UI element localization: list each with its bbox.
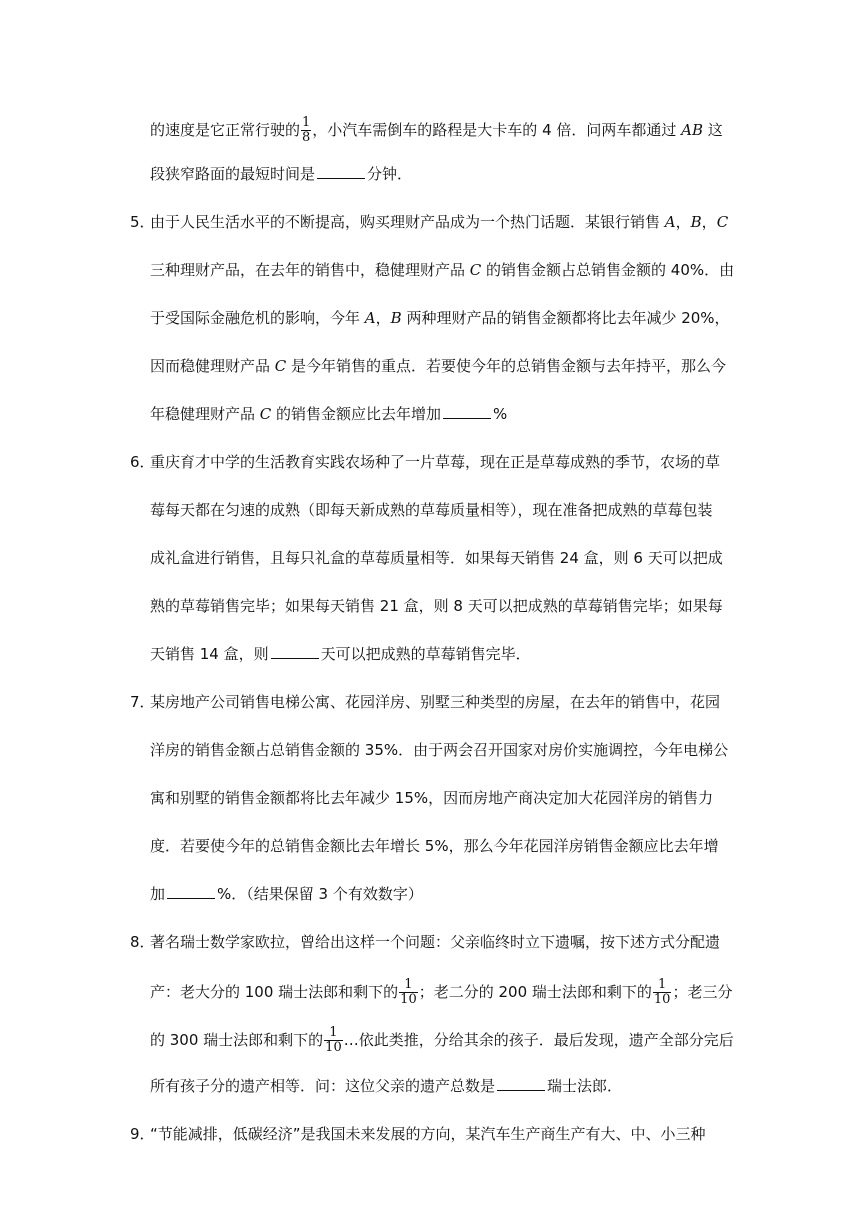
q8-line-3 xyxy=(150,1026,734,1055)
q5-line-5 xyxy=(150,404,507,424)
fraction-denominator: 10 xyxy=(325,1040,342,1055)
q7-line-1: 某房地产公司销售电梯公寓、花园洋房、别墅三种类型的房屋，在去年的销售中，花园 xyxy=(150,693,721,711)
variable-a: A xyxy=(364,309,376,327)
q5-text: 因而稳健理财产品 xyxy=(150,357,275,375)
q7-line-3: 寓和别墅的销售金额都将比去年减少 15%，因而房地产商决定加大花园洋房的销售力 xyxy=(150,789,714,807)
variable-ab: AB xyxy=(681,121,704,139)
fraction-numerator: 1 xyxy=(324,1026,343,1041)
variable-c: C xyxy=(469,261,482,279)
q6-text: 天销售 14 盒，则 xyxy=(150,645,269,663)
variable-c: C xyxy=(259,405,272,423)
question-number-8: 8． xyxy=(130,933,155,951)
q8-line-1: 著名瑞士数学家欧拉，曾给出这样一个问题：父亲临终时立下遗嘱，按下述方式分配遗 xyxy=(150,933,721,951)
q8-text: 的 300 瑞士法郎和剩下的 xyxy=(150,1031,324,1049)
q4-text: ，小汽车需倒车的路程是大卡车的 4 倍．问两车都通过 xyxy=(312,121,682,139)
q5-text: % xyxy=(493,405,508,423)
q4-text: 这 xyxy=(703,121,723,139)
q5-text: 是今年销售的重点．若要使今年的总销售金额与去年持平，那么今 xyxy=(286,357,727,375)
q7-line-2: 洋房的销售金额占总销售金额的 35%．由于两会召开国家对房价实施调控，今年电梯公 xyxy=(150,741,729,759)
fraction-numerator: 1 xyxy=(302,115,311,130)
q8-text: ；老二分的 200 瑞士法郎和剩下的 xyxy=(418,983,652,1001)
q5-text: 的销售金额占总销售金额的 40%．由 xyxy=(481,261,735,279)
fraction-one-tenth xyxy=(399,978,418,1007)
q6-line-1: 重庆育才中学的生活教育实践农场种了一片草莓，现在正是草莓成熟的季节，农场的草 xyxy=(150,453,721,471)
q9-line-1: “节能减排，低碳经济”是我国未来发展的方向，某汽车生产商生产有大、中、小三种 xyxy=(150,1125,706,1143)
variable-c: C xyxy=(274,357,287,375)
fraction-denominator: 8 xyxy=(302,130,311,145)
variable-b: B xyxy=(690,213,702,231)
q5-line-4 xyxy=(150,356,726,376)
q7-line-4: 度．若要使今年的总销售金额比去年增长 5%，那么今年花园洋房销售金额应比去年增 xyxy=(150,837,719,855)
fraction-denominator: 10 xyxy=(653,992,671,1007)
variable-c: C xyxy=(716,213,729,231)
q5-line-1 xyxy=(150,212,728,232)
fraction-one-eighth xyxy=(301,116,311,145)
q8-text: …依此类推，分给其余的孩子．最后发现，遗产全部分完后 xyxy=(343,1031,734,1049)
q7-text: %．（结果保留 3 个有效数字） xyxy=(217,885,423,903)
q5-line-2 xyxy=(150,260,734,280)
q5-text: 年稳健理财产品 xyxy=(150,405,260,423)
q5-line-3 xyxy=(150,308,730,328)
q4-text: 的速度是它正常行驶的 xyxy=(150,121,301,139)
q4-text: 分钟． xyxy=(367,165,413,183)
question-number-5: 5． xyxy=(130,213,155,231)
fraction-denominator: 10 xyxy=(400,992,417,1007)
answer-blank xyxy=(317,177,365,179)
q8-line-2 xyxy=(150,978,732,1007)
question-number-9: 9． xyxy=(130,1125,155,1143)
answer-blank xyxy=(497,1089,545,1091)
q7-text: 加 xyxy=(150,885,166,903)
variable-b: B xyxy=(390,309,402,327)
q5-text: 两种理财产品的销售金额都将比去年减少 20%， xyxy=(401,309,730,327)
answer-blank xyxy=(443,417,491,419)
q5-text: 于受国际金融危机的影响，今年 xyxy=(150,309,365,327)
variable-a: A xyxy=(664,213,676,231)
q5-text: 三种理财产品，在去年的销售中，稳健理财产品 xyxy=(150,261,470,279)
q6-text: 天可以把成熟的草莓销售完毕． xyxy=(320,645,531,663)
question-number-6: 6． xyxy=(130,453,155,471)
q6-line-3: 成礼盒进行销售，且每只礼盒的草莓质量相等．如果每天销售 24 盒，则 6 天可以把成 xyxy=(150,549,723,567)
q4-line-1 xyxy=(150,116,723,145)
q8-text: 所有孩子分的遗产相等．问：这位父亲的遗产总数是 xyxy=(150,1077,496,1095)
fraction-numerator: 1 xyxy=(653,978,672,993)
q8-text: ；老三分 xyxy=(672,983,733,1001)
q4-text: 段狭窄路面的最短时间是 xyxy=(150,165,316,183)
q5-text: 由于人民生活水平的不断提高，购买理财产品成为一个热门话题．某银行销售 xyxy=(150,213,665,231)
q6-line-4: 熟的草莓销售完毕；如果每天销售 21 盒，则 8 天可以把成熟的草莓销售完毕；如果每 xyxy=(150,597,723,615)
q5-text: ， xyxy=(375,309,391,327)
q5-text: ， xyxy=(675,213,691,231)
q4-line-2 xyxy=(150,164,412,184)
q8-text: 瑞士法郎． xyxy=(547,1077,623,1095)
question-number-7: 7． xyxy=(130,693,155,711)
q8-text: 产：老大分的 100 瑞士法郎和剩下的 xyxy=(150,983,399,1001)
q6-line-2: 莓每天都在匀速的成熟（即每天新成熟的草莓质量相等），现在准备把成熟的草莓包装 xyxy=(150,501,713,519)
fraction-numerator: 1 xyxy=(399,978,418,993)
fraction-one-tenth xyxy=(324,1026,343,1055)
q6-line-5 xyxy=(150,644,531,664)
q5-text: ， xyxy=(701,213,717,231)
answer-blank xyxy=(271,657,319,659)
answer-blank xyxy=(167,897,215,899)
fraction-one-tenth xyxy=(653,978,672,1007)
q5-text: 的销售金额应比去年增加 xyxy=(271,405,442,423)
q8-line-4 xyxy=(150,1076,622,1096)
q7-line-5 xyxy=(150,884,423,904)
